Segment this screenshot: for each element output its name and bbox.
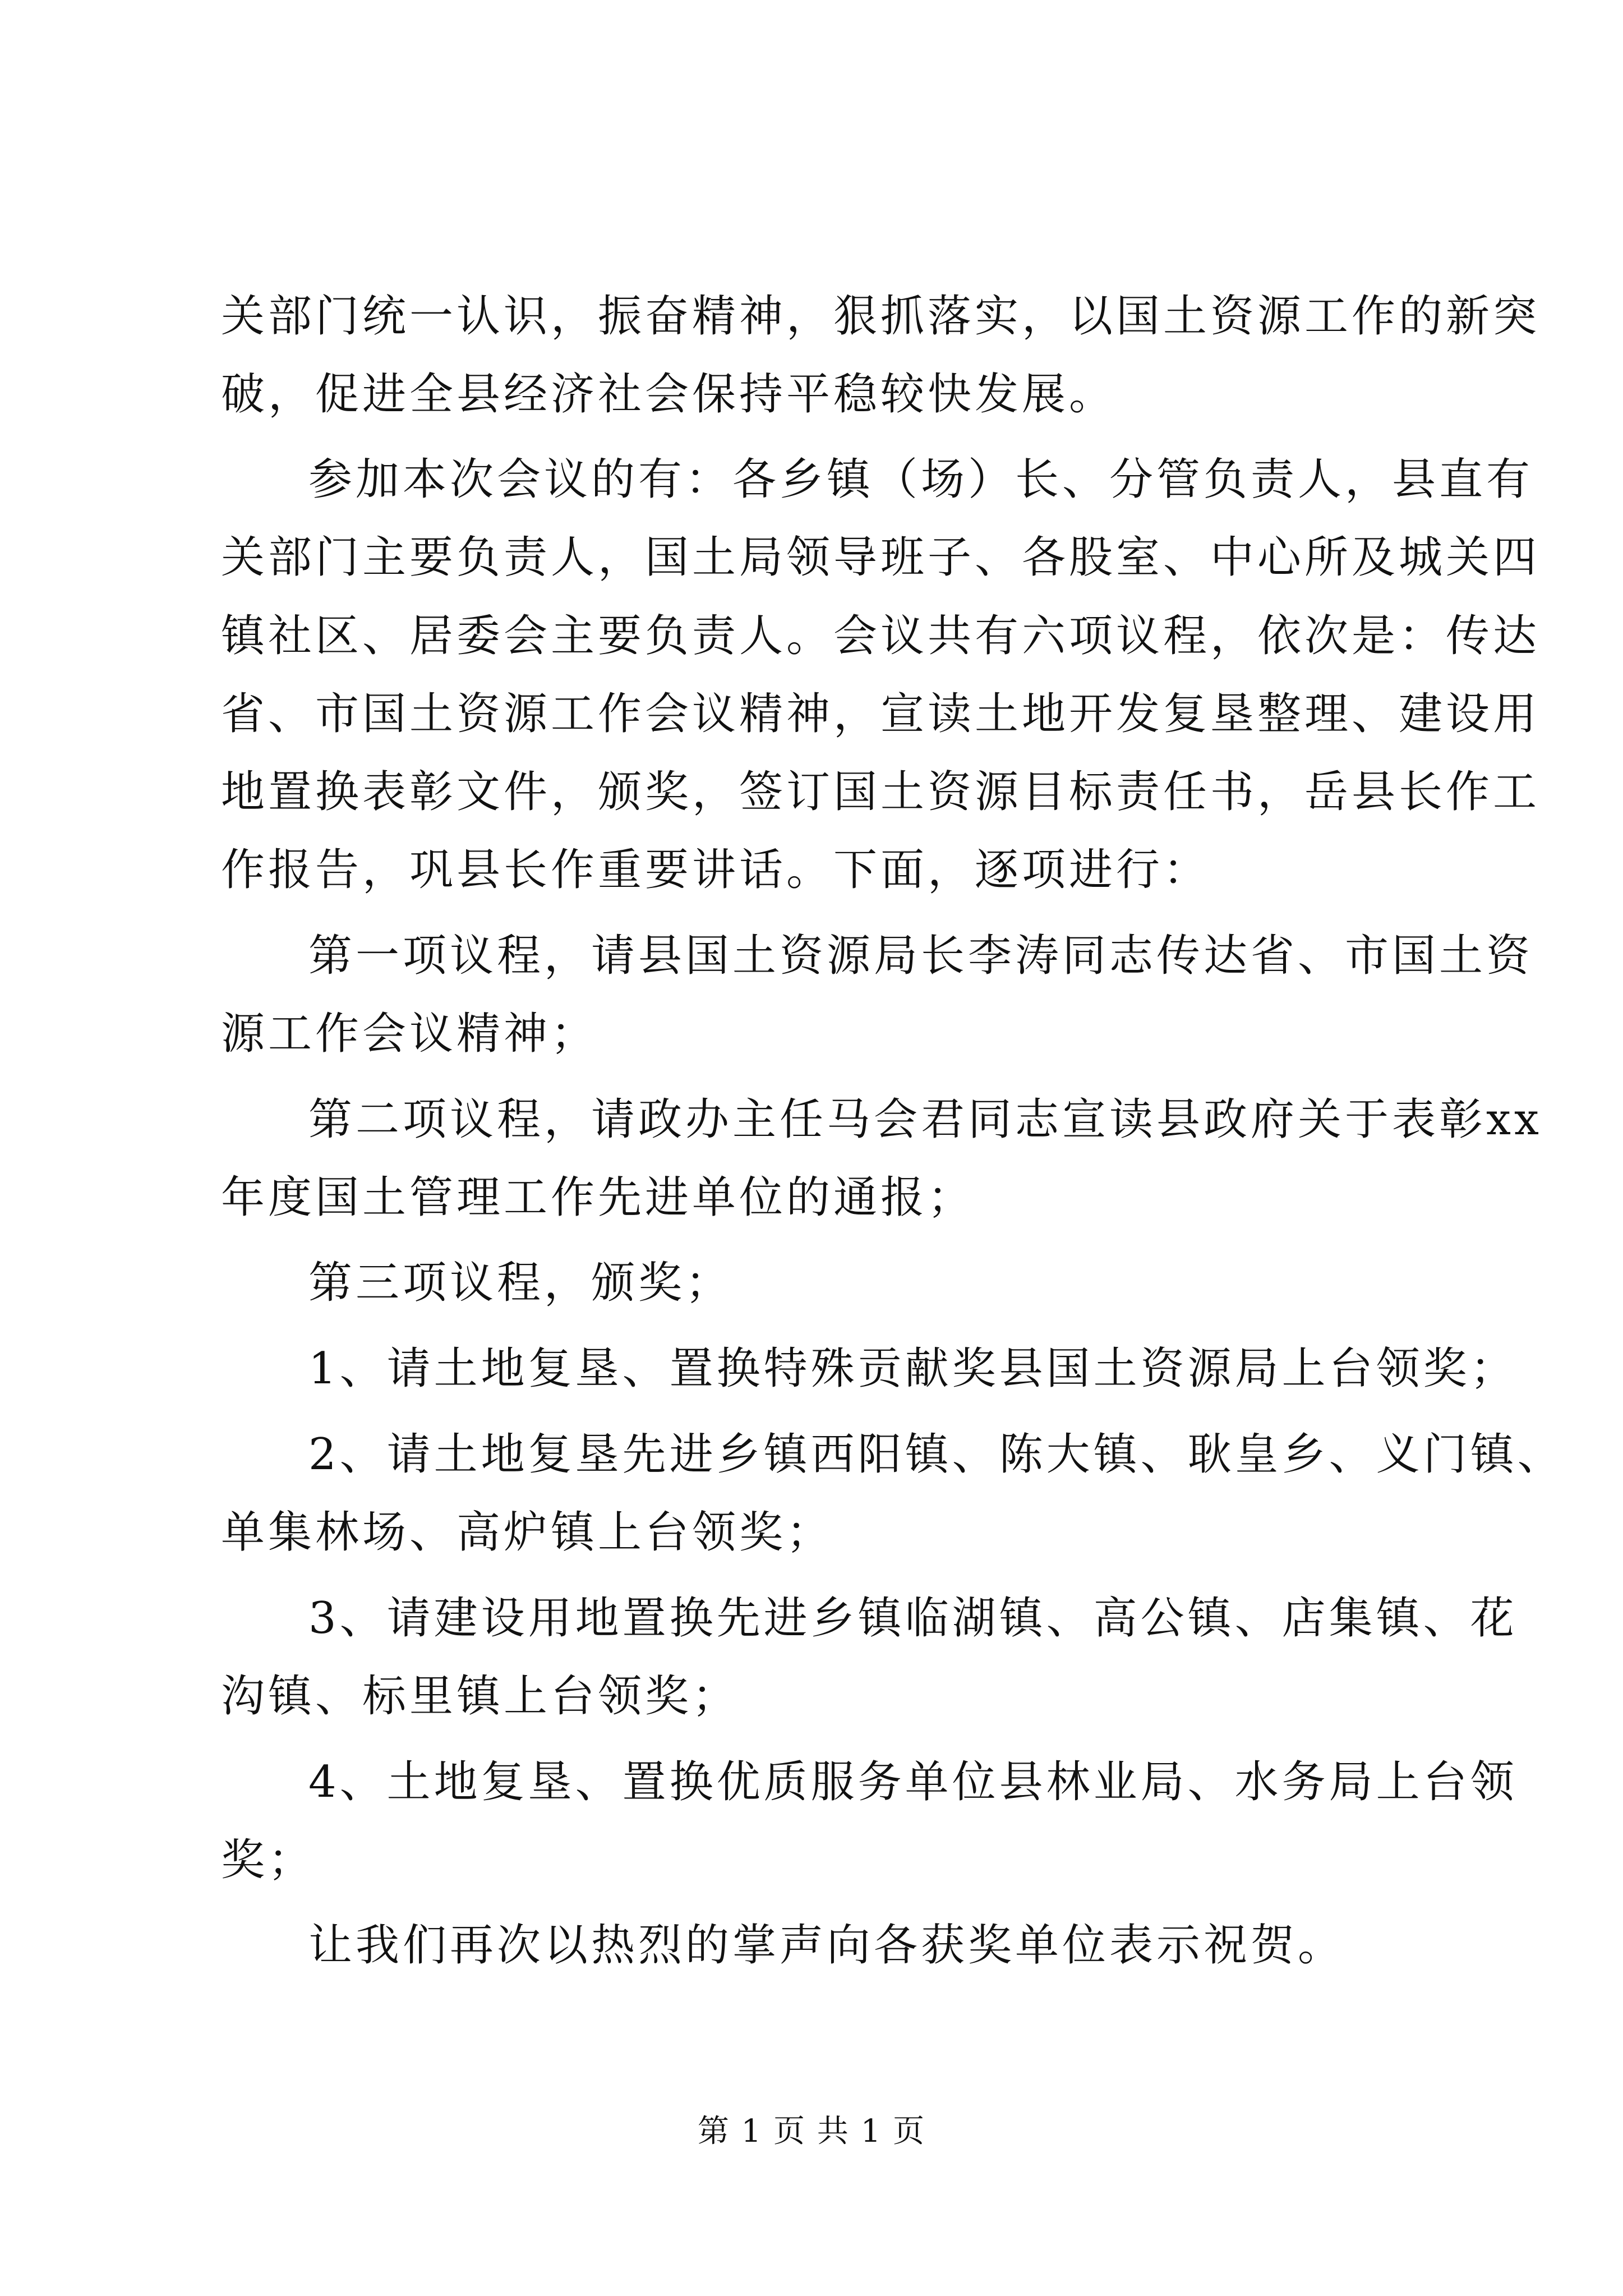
text-line: 破，促进全县经济社会保持平稳较快发展。: [221, 369, 1117, 420]
text-line: 单集林场、高炉镇上台领奖；: [221, 1507, 834, 1558]
page-number-footer: 第 1 页 共 1 页: [697, 2113, 926, 2150]
text-line: 奖；: [221, 1835, 316, 1885]
text-line: 第二项议程，请政办主任马会君同志宣读县政府关于表彰xx: [308, 1094, 1542, 1145]
text-line: 关部门统一认识，振奋精神，狠抓落实，以国土资源工作的新突: [221, 291, 1541, 342]
text-line: 省、市国土资源工作会议精神，宣读土地开发复垦整理、建设用: [221, 689, 1541, 739]
text-line: 作报告，巩县长作重要讲话。下面，逐项进行：: [221, 845, 1211, 895]
text-line: 3、请建设用地置换先进乡镇临湖镇、高公镇、店集镇、花: [308, 1593, 1518, 1644]
text-line: 年度国土管理工作先进单位的通报；: [221, 1172, 975, 1223]
text-line: 4、土地复垦、置换优质服务单位县林业局、水务局上台领: [308, 1757, 1518, 1807]
text-line: 地置换表彰文件，颁奖，签订国土资源目标责任书，岳县长作工: [221, 767, 1541, 817]
text-line: 镇社区、居委会主要负责人。会议共有六项议程，依次是：传达: [221, 611, 1541, 661]
text-line: 源工作会议精神；: [221, 1009, 598, 1059]
text-line: 第一项议程，请县国土资源局长李涛同志传达省、市国土资: [308, 931, 1534, 981]
text-line: 参加本次会议的有：各乡镇（场）长、分管负责人，县直有: [308, 454, 1534, 505]
text-line: 2、请土地复垦先进乡镇西阳镇、陈大镇、耿皇乡、义门镇、: [308, 1429, 1565, 1480]
text-line: 第三项议程，颁奖；: [308, 1258, 733, 1308]
text-line: 让我们再次以热烈的掌声向各获奖单位表示祝贺。: [308, 1920, 1345, 1971]
text-line: 关部门主要负责人，国土局领导班子、各股室、中心所及城关四: [221, 532, 1541, 583]
text-line: 1、请土地复垦、置换特殊贡献奖县国土资源局上台领奖；: [308, 1343, 1518, 1394]
text-line: 沟镇、标里镇上台领奖；: [221, 1671, 740, 1722]
